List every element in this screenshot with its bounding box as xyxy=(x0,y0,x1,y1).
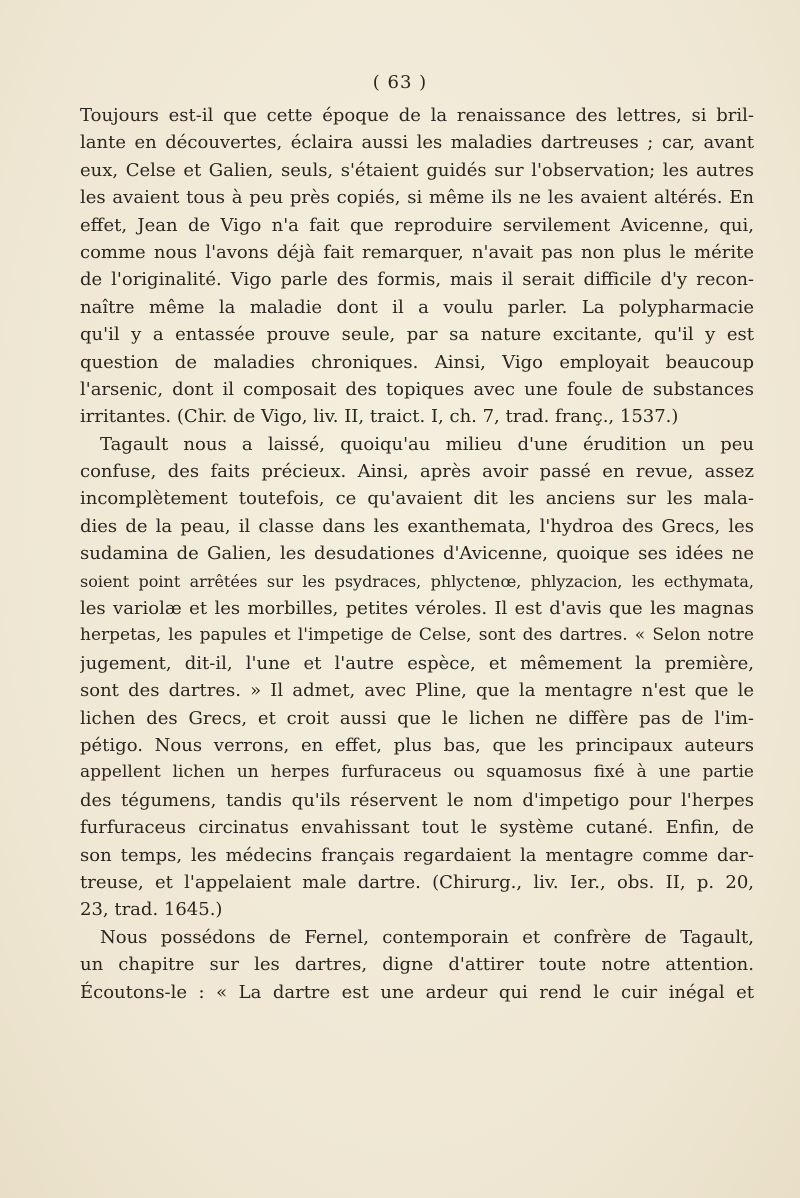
text-line: effet, Jean de Vigo n'a fait que reproduire servilement Avicenne, qui, xyxy=(80,214,754,236)
text-line: jugement, dit-il, l'une et l'autre espèce, et mêmement la première, xyxy=(80,652,754,674)
text-line: Tagault nous a laissé, quoiqu'au milieu d'une érudition un peu xyxy=(100,433,754,455)
text-line: eux, Celse et Galien, seuls, s'étaient guidés sur l'observation; les autres xyxy=(80,159,754,181)
text-line: question de maladies chroniques. Ainsi, Vigo employait beaucoup xyxy=(80,351,754,373)
text-line: irritantes. (Chir. de Vigo, liv. II, traict. I, ch. 7, trad. franç., 1537.) xyxy=(80,406,679,428)
text-line: 23, trad. 1645.) xyxy=(80,899,223,921)
text-line: sudamina de Galien, les desudationes d'Avicenne, quoique ses idées ne xyxy=(80,543,754,565)
text-line: lante en découvertes, éclaira aussi les maladies dartreuses ; car, avant xyxy=(80,132,754,154)
text-line: les avaient tous à peu près copiés, si même ils ne les avaient altérés. En xyxy=(80,187,754,209)
text-line: Toujours est-il que cette époque de la renaissance des lettres, si bril- xyxy=(80,105,754,126)
text-line: qu'il y a entassée prouve seule, par sa nature excitante, qu'il y est xyxy=(80,324,754,346)
text-line: Écoutons-le : « La dartre est une ardeur qui rend le cuir inégal et xyxy=(80,981,754,1003)
text-line: les variolæ et les morbilles, petites véroles. Il est d'avis que les magnas xyxy=(80,598,754,620)
text-line: pétigo. Nous verrons, en effet, plus bas, que les principaux auteurs xyxy=(80,734,754,756)
text-line: appellent lichen un herpes furfuraceus ou squamosus fixé à une partie xyxy=(80,762,754,783)
text-line: lichen des Grecs, et croit aussi que le lichen ne diffère pas de l'im- xyxy=(80,707,754,729)
text-line: dies de la peau, il classe dans les exanthemata, l'hydroa des Grecs, les xyxy=(80,515,754,537)
text-line: comme nous l'avons déjà fait remarquer, n'avait pas non plus le mérite xyxy=(80,241,754,263)
text-line: incomplètement toutefois, ce qu'avaient dit les anciens sur les mala- xyxy=(80,488,754,510)
text-line: de l'originalité. Vigo parle des formis, mais il serait difficile d'y recon- xyxy=(80,269,754,291)
text-line: son temps, les médecins français regardaient la mentagre comme dar- xyxy=(80,844,754,866)
text-line: furfuraceus circinatus envahissant tout le système cutané. Enfin, de xyxy=(80,817,754,839)
text-line: naître même la maladie dont il a voulu parler. La polypharmacie xyxy=(80,296,754,318)
text-line: herpetas, les papules et l'impetige de Celse, sont des dartres. « Selon notre xyxy=(80,625,754,646)
text-line: Nous possédons de Fernel, contemporain et confrère de Tagault, xyxy=(100,926,754,948)
text-line: soient point arrêtées sur les psydraces, phlyctenœ, phlyzacion, les ecthymata, xyxy=(80,571,754,591)
text-line: un chapitre sur les dartres, digne d'attirer toute notre attention. xyxy=(80,954,754,976)
page-number: ( 63 ) xyxy=(372,72,428,93)
body-text xyxy=(80,102,754,1006)
text-line: confuse, des faits précieux. Ainsi, après avoir passé en revue, assez xyxy=(80,461,754,483)
text-line: sont des dartres. » Il admet, avec Pline, que la mentagre n'est que le xyxy=(80,680,754,702)
text-line: l'arsenic, dont il composait des topiques avec une foule de substances xyxy=(80,378,754,400)
text-line: treuse, et l'appelaient male dartre. (Chirurg., liv. Ier., obs. II, p. 20, xyxy=(80,871,754,893)
text-line: des tégumens, tandis qu'ils réservent le nom d'impetigo pour l'herpes xyxy=(80,789,754,811)
